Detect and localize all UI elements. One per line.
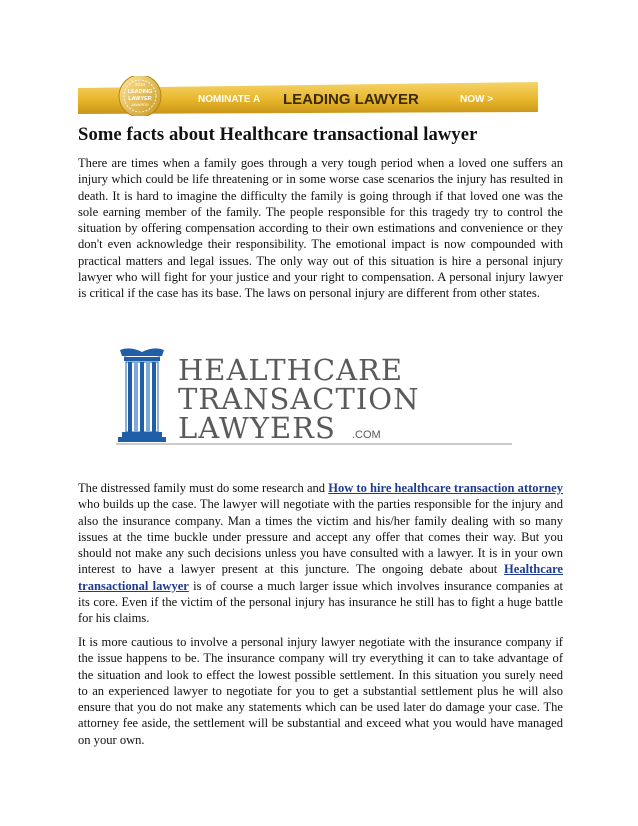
- award-badge-icon: [119, 76, 161, 116]
- badge-line-lawyer: LAWYER: [128, 96, 152, 102]
- paragraph-2-text-a: The distressed family must do some research and: [78, 481, 329, 495]
- logo-line-healthcare: HEALTHCARE: [178, 353, 404, 387]
- paragraph-3: It is more cautious to involve a personal injury lawyer negotiate with the insurance company if the issue happens to be. The insurance company will try everything it can to take advantage of the situation and look to effect the lowest possible settlement. In this situation you surely need to an experienced lawyer to negotiate for you to get a substantial settlement plus he will also ensure that you do not make any statements which can be used later do damage your case. The attorney fee aside, the settlement will be substantial and exceed what you would have managed on your own.: [78, 635, 563, 747]
- paragraph-2-text-c: is of course a much larger issue which involves insurance companies at its core. Even if the victim of the personal injury has insurance he still has to fight a huge battle for his claims.: [78, 578, 563, 625]
- nominate-leading-lawyer-banner[interactable]: [78, 76, 538, 116]
- paragraph-1: There are times when a family goes through a very tough period when a loved one suffers an injury which could be life threatening or in some worse case scenarios the injury has resulted in death. It is hard to imagine the difficulty the family is going through if that loved one was the sole earning member of the family. The people responsible for this tragedy try to control the situation by offering compensation according to their own estimations and convenience or they don't even acknowledge their responsibility. The emotional impact is now compounded with practical matters and legal issues. The only way out of this situation is hire a personal injury lawyer who will fight for your justice and your right to compensation. A personal injury lawyer is critical if the case has its base. The laws on personal injury are different from other states.: [78, 156, 563, 300]
- banner-text-nominate: NOMINATE A: [198, 94, 261, 105]
- banner-text-leading-lawyer: LEADING LAWYER: [283, 91, 419, 108]
- link-how-to-hire-attorney[interactable]: How to hire healthcare transaction attorney: [328, 481, 563, 495]
- pillar-icon: [118, 348, 166, 442]
- paragraph-2-text-b: who builds up the case. The lawyer will negotiate with the parties responsible for the injury and also the insurance company. Man a times the victim and his/her family dealing with so many issues at the time buckle under pressure and accept any offer that comes their way. But you should not make any such decisions unless you have consulted with a lawyer. It is in your own interest to have a lawyer present at this juncture. The ongoing debate about: [78, 497, 563, 577]
- logo-domain-suffix: .COM: [352, 429, 381, 441]
- page-title: Some facts about Healthcare transactional lawyer: [78, 124, 478, 145]
- healthcare-transaction-lawyers-logo: [116, 346, 512, 446]
- badge-line-awards: AWARDS: [131, 102, 149, 107]
- banner-text-now: NOW >: [460, 94, 494, 105]
- paragraph-2: [78, 480, 563, 626]
- badge-line-leading: LEADING: [127, 89, 153, 95]
- link-healthcare-transactional-lawyer[interactable]: Healthcare transactional lawyer: [78, 562, 563, 593]
- badge-year: 2014: [134, 82, 146, 87]
- logo-line-transaction: TRANSACTION: [178, 382, 420, 416]
- logo-line-lawyers: LAWYERS: [178, 411, 336, 445]
